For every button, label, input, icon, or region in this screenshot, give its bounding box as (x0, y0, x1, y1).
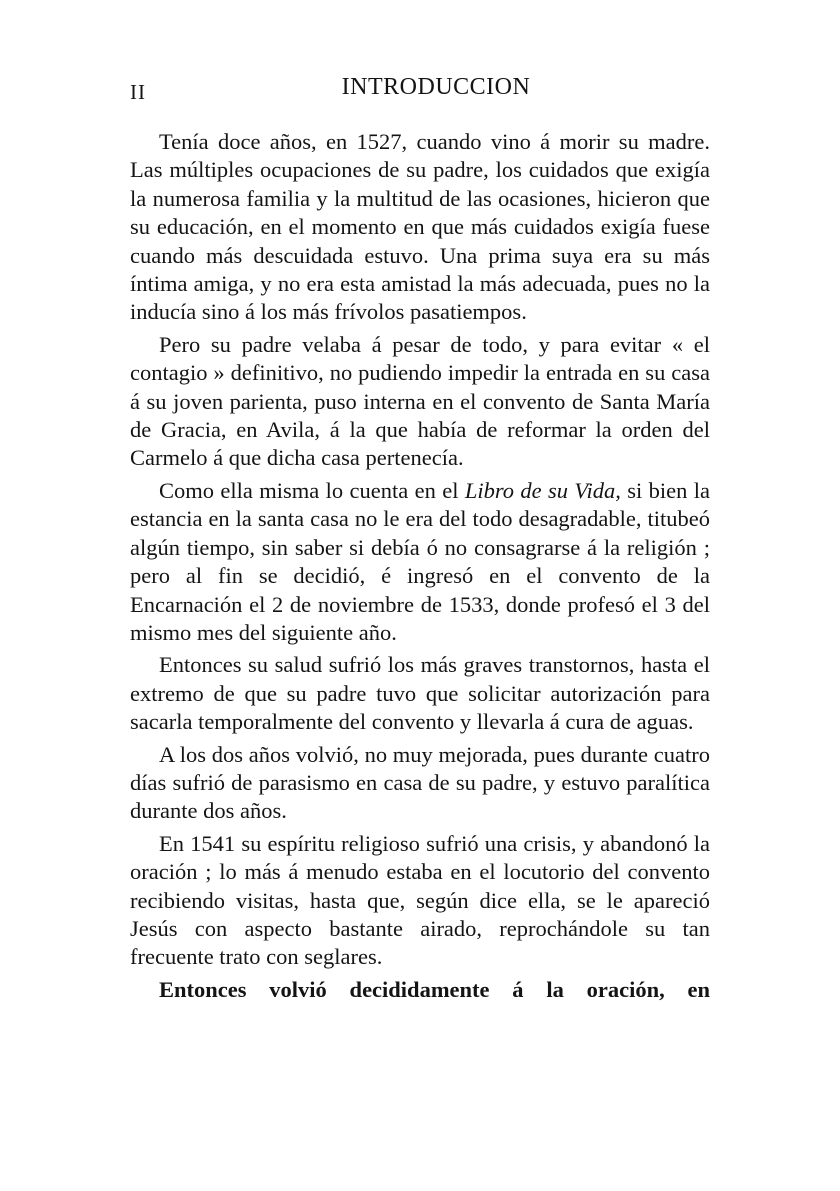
paragraph-3-lead: Como ella misma lo cuenta en el (159, 477, 465, 503)
book-title-italic: Libro de su Vida, (464, 477, 621, 503)
running-head (130, 74, 710, 108)
paragraph-4: Entonces su salud sufrió los más graves transtornos, hasta el extremo de que su padre tuvo que solicitar autorización para sacarla temporalmente del convento y llevarla á cura de aguas. (130, 652, 710, 735)
paragraph-3 (130, 477, 710, 647)
paragraph-5: A los dos años volvió, no muy mejorada, pues durante cuatro días sufrió de parasismo en casa de su padre, y estuvo paralítica durante dos años. (130, 741, 710, 824)
paragraph-7-continued: Entonces volvió decididamente á la oración, en (159, 976, 710, 1002)
paragraph-2: Pero su padre velaba á pesar de todo, y para evitar « el contagio » definitivo, no pudiendo impedir la entrada en su casa á su joven parienta, puso interna en el convento de Santa María de Gracia, en Avila, á la que había de reformar la orden del Carmelo á que dicha casa pertenecía. (130, 331, 710, 471)
page-number: II (130, 80, 146, 104)
paragraph-6: En 1541 su espíritu religioso sufrió una crisis, y abandonó la oración ; lo más á menudo estaba en el locutorio del convento recibiendo visitas, hasta que, según dice ella, se le apareció Jesús con aspecto bastante airado, reprochándole su tan frecuente trato con seglares. (130, 830, 710, 970)
paragraph-3-rest: si bien la estancia en la santa casa no le era del todo desagradable, titubeó algún tiempo, sin saber si debía ó no consagrarse á la religión ; pero al fin se decidió, é ingresó en el convento de la Encarnación el 2 de noviembre de 1533, donde profesó el 3 del mismo mes del siguiente año. (130, 477, 711, 645)
body-text (130, 128, 710, 1008)
paragraph-1: Tenía doce años, en 1527, cuando vino á morir su madre. Las múltiples ocupaciones de su padre, los cuidados que exigía la numerosa familia y la multitud de las ocasiones, hicieron que su educación, en el momento en que más cuidados exigía fuese cuando más descuidada estuvo. Una prima suya era su más íntima amiga, y no era esta amistad la más adecuada, pues no la inducía sino á los más frívolos pasatiempos. (130, 129, 710, 325)
running-title: INTRODUCCION (341, 74, 531, 100)
